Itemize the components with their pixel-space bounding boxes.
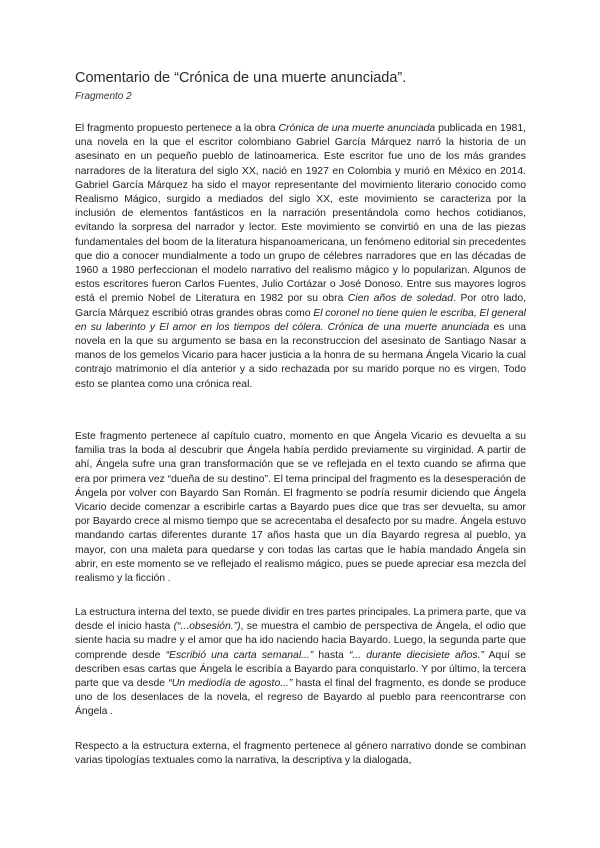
p3-text-4: hasta (313, 649, 349, 661)
p1-text-6: es una novela en la que su argumento se basa en la reconstruccion del asesinato de Santiago Nasar a manos de los gemelos Vicario para hacer justicia a la honra de su hermana Ángela Vicario la cual contrajo matrimonio el día anterior y a sido rechazada por su marido porque no es virgen. Todo esto se plantea como una crónica real. (75, 321, 526, 390)
p3-quote-diecisiete: “... durante diecisiete años.” (348, 649, 484, 661)
p3-text-2: , se muestra el cambio de perspectiva de Ángela, el odio que siente hacia su madre y el amor que ha ido naciendo hacia Bayardo. Luego, la segunda parte que comprende desde (75, 621, 526, 661)
p1-work-cien-anos: Cien años de soledad (347, 293, 454, 305)
p1-text-0: El fragmento propuesto pertenece a la obra (75, 123, 279, 134)
p3-text-8: hasta el final del fragmento, es donde se produce uno de los desenlaces de la novela, el regreso de Bayardo al pueblo para reencontrarse con Ángela . (75, 678, 526, 718)
paragraph-context: Este fragmento pertenece al capítulo cuatro, momento en que Ángela Vicario es devuelta a su familia tras la boda al descubrir que Ángela había perdido previamente su virginidad. A partir de ahí, Ángela sufre una gran transformación que se ve reflejada en el texto cuando se afirma que era por primera vez “dueña de su destino”. El tema principal del fragmento es la desesperación de Ángela por volver con Bayardo San Román. El fragmento se podría resumir diciendo que Ángela Vicario decide comenzar a escribirle cartas a Bayardo pues dice que tras ser devuelta, su amor por Bayardo crece al mismo tiempo que se acrecentaba el desafecto por su madre. Ángela estuvo mandando cartas diferentes durante 17 años hasta que un día Bayardo regresa al pueblo, ya mayor, con una maleta para quedarse y con todas las cartas que le había mandado Ángela sin abrir, en este momento se ve reflejado el realismo mágico, pues se puede apreciar esa mezcla del realismo y la ficción . (75, 431, 526, 585)
document-subtitle: Fragmento 2 (75, 91, 132, 102)
p1-other-works: El coronel no tiene quien le escriba, El general en su laberinto y El amor en los tiempos del cólera. Crónica de una muerte anunciada (75, 307, 526, 333)
p3-quote-carta-semanal: “Escribió una carta semanal...” (165, 649, 314, 661)
paragraph-internal-structure (75, 606, 526, 720)
paragraph-introduction (75, 122, 526, 392)
paragraph-external-structure: Respecto a la estructura externa, el fragmento pertenece al género narrativo donde se combinan varias tipologías textuales como la narrativa, la descriptiva y la dialogada, (75, 741, 526, 767)
p3-text-0: La estructura interna del texto, se puede dividir en tres partes principales. La primera parte, que va desde el inicio hasta (75, 607, 526, 633)
document-title: Comentario de “Crónica de una muerte anunciada”. (75, 70, 407, 86)
p3-text-6: Aquí se describen esas cartas que Ángela le escribía a Bayardo para conquistarlo. Y por último, la tercera parte que va desde (75, 649, 526, 690)
p3-quote-mediodia: “Un mediodía de agosto...” (168, 678, 293, 690)
p1-text-4: . Por otro lado, García Márquez escribió otras grandes obras como (75, 293, 526, 319)
p1-work-title: Crónica de una muerte anunciada (278, 123, 436, 134)
p1-text-2: publicada en 1981, una novela en la que el escritor colombiano Gabriel García Márquez narró la historia de un asesinato en un pequeño pueblo de latinoamerica. Este escritor fue uno de los más grandes narradores de la literatura del siglo XX, nació en 1927 en Colombia y murió en México en 2014. Gabriel García Márquez ha sido el mayor representante del movimiento literario conocido como Realismo Mágico, surgido a mediados del siglo XX, este movimiento se caracteriza por la inclusión de elementos fantásticos en la narración presentándola como hechos cotidianos, evitando la sorpresa del narrador y lector. Este movimiento se convirtió en una de las piezas fundamentales del boom de la literatura hispanoamericana, un fenómeno editorial sin precedentes que dio a conocer mundialmente a todo un grupo de célebres narradores que en las décadas de 1960 a 1980 perfeccionan el modelo narrativo del realismo mágico y lo popularizan. Algunos de estos escritores fueron Carlos Fuentes, Julio Cortázar o José Donoso. Entre sus mayores logros está el premio Nobel de Literatura en 1982 por su obra (75, 123, 526, 305)
p3-quote-obsesion: (“...obsesión.”) (173, 621, 241, 633)
